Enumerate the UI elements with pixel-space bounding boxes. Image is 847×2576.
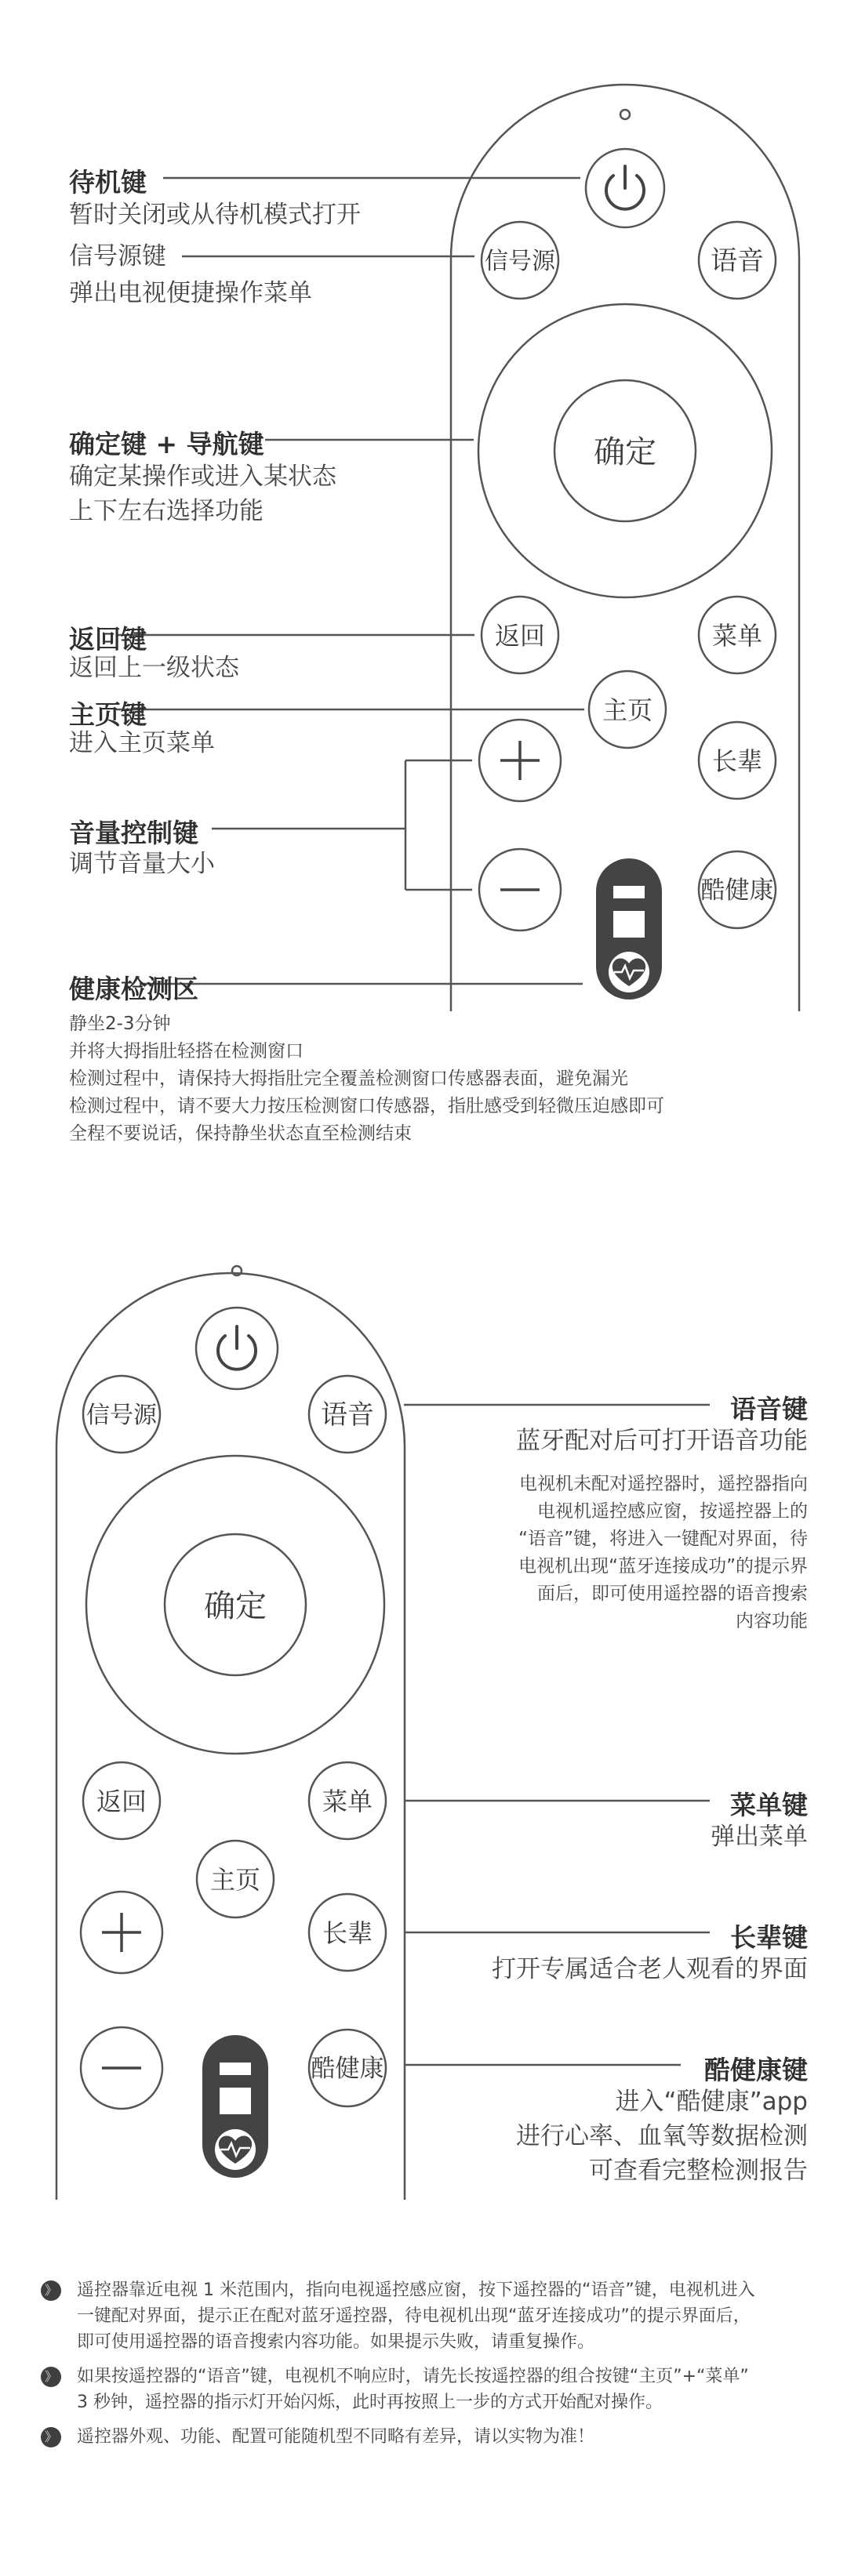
home-desc: 进入主页菜单 [69, 729, 215, 757]
top-health-button[interactable] [699, 851, 776, 928]
bottom-back-button[interactable] [83, 1762, 160, 1839]
back-title: 返回键 [69, 624, 147, 655]
top-menu-button[interactable] [699, 597, 776, 673]
bottom-source-button[interactable] [83, 1376, 160, 1453]
voice-line-4: 电视机出现“蓝牙连接成功”的提示界 [518, 1556, 808, 1576]
health-line-3: 检测过程中，请保持大拇指肚完全覆盖检测窗口传感器表面，避免漏光 [69, 1068, 628, 1089]
top-voice-button[interactable] [699, 222, 776, 299]
bottom-source-label: 信号源 [86, 1402, 157, 1429]
bottom-elder-label: 长辈 [322, 1918, 373, 1948]
top-back-button[interactable] [482, 597, 558, 673]
voice-line-2: 电视机遥控感应窗，按遥控器上的 [537, 1501, 808, 1522]
bottom-ok-label: 确定 [204, 1588, 267, 1624]
bottom-home-label: 主页 [209, 1865, 261, 1895]
back-desc: 返回上一级状态 [69, 654, 239, 682]
note-1-line-2: 一键配对界面，提示正在配对蓝牙遥控器，待电视机出现“蓝牙连接成功”的提示界面后， [77, 2306, 751, 2326]
home-title: 主页键 [69, 699, 147, 730]
health-line-1: 静坐2-3分钟 [69, 1014, 171, 1034]
note-1-line-1: 遥控器靠近电视 1 米范围内，指向电视遥控感应窗，按下遥控器的“语音”键，电视机进入 [77, 2280, 755, 2300]
top-home-label: 主页 [602, 695, 653, 725]
bottom-voice-label: 语音 [321, 1399, 374, 1431]
elder-title: 长辈键 [730, 1922, 808, 1953]
bullet-icon: 》 [41, 2280, 61, 2301]
note-3-line-1: 遥控器外观、功能、配置可能随机型不同略有差异，请以实物为准！ [77, 2427, 595, 2447]
top-home-button[interactable] [589, 671, 666, 748]
note-1 [41, 2277, 817, 2355]
bottom-health-button[interactable] [309, 2030, 386, 2106]
menu-desc: 弹出菜单 [711, 1823, 808, 1851]
note-2 [41, 2364, 817, 2415]
bottom-elder-button[interactable] [309, 1894, 386, 1971]
voice-line-6: 内容功能 [736, 1611, 808, 1631]
note-2-line-1: 如果按遥控器的“语音”键，电视机不响应时，请先长按遥控器的组合按键“主页”+“菜单” [77, 2367, 749, 2386]
top-back-label: 返回 [494, 621, 546, 651]
note-1-line-3: 即可使用遥控器的语音搜索内容功能。如果提示失败，请重复操作。 [77, 2332, 595, 2352]
source-desc: 弹出电视便捷操作菜单 [69, 279, 312, 307]
health-title: 健康检测区 [69, 974, 198, 1004]
health-line-5: 全程不要说话，保持静坐状态直至检测结束 [69, 1123, 412, 1144]
top-health-sensor[interactable] [596, 858, 662, 1000]
nav-desc-1: 确定某操作或进入某状态 [69, 463, 336, 491]
top-health-label: 酷健康 [700, 876, 774, 905]
bullet-icon: 》 [41, 2367, 61, 2387]
bottom-ok-button[interactable] [165, 1534, 306, 1675]
bottom-menu-button[interactable] [309, 1762, 386, 1839]
bottom-home-button[interactable] [197, 1841, 274, 1917]
bottom-voice-button[interactable] [309, 1376, 386, 1453]
voice-line-3: “语音”键，将进入一键配对界面，待 [518, 1529, 808, 1549]
nav-title: 确定键 + 导航键 [69, 429, 264, 459]
source-title: 信号源键 [69, 242, 166, 270]
top-menu-label: 菜单 [711, 621, 763, 651]
top-voice-label: 语音 [711, 245, 764, 277]
top-ok-button[interactable] [554, 380, 696, 521]
health-line-4: 检测过程中，请不要大力按压检测窗口传感器，指肚感受到轻微压迫感即可 [69, 1096, 664, 1116]
health-key-line-1: 进入“酷健康”app [615, 2088, 808, 2116]
bottom-volume-down-button[interactable] [81, 2027, 162, 2109]
top-elder-label: 长辈 [711, 746, 763, 776]
standby-title: 待机键 [69, 167, 147, 198]
top-source-button[interactable] [482, 222, 558, 299]
elder-desc: 打开专属适合老人观看的界面 [492, 1955, 808, 1983]
voice-title: 语音键 [730, 1394, 808, 1424]
voice-line-5: 面后，即可使用遥控器的语音搜索 [537, 1584, 808, 1604]
standby-desc: 暂时关闭或从待机模式打开 [69, 201, 361, 229]
top-ok-label: 确定 [594, 434, 656, 470]
bottom-menu-label: 菜单 [322, 1787, 373, 1816]
top-power-button[interactable] [586, 149, 664, 227]
health-key-line-3: 可查看完整检测报告 [589, 2157, 808, 2185]
top-volume-down-button[interactable] [479, 849, 561, 931]
health-key-line-2: 进行心率、血氧等数据检测 [516, 2122, 808, 2150]
note-2-line-2: 3 秒钟，遥控器的指示灯开始闪烁，此时再按照上一步的方式开始配对操作。 [77, 2393, 663, 2412]
top-volume-up-button[interactable] [479, 720, 561, 801]
health-line-2: 并将大拇指肚轻搭在检测窗口 [69, 1041, 304, 1061]
top-source-label: 信号源 [485, 248, 555, 275]
bullet-icon: 》 [41, 2427, 61, 2447]
bottom-health-label: 酷健康 [311, 2055, 384, 2083]
bottom-volume-up-button[interactable] [81, 1892, 162, 1973]
top-indicator-light [620, 110, 630, 119]
bottom-back-label: 返回 [96, 1787, 147, 1816]
bottom-power-button[interactable] [196, 1308, 278, 1389]
top-elder-button[interactable] [699, 722, 776, 799]
health-key-title: 酷健康键 [704, 2055, 808, 2085]
voice-desc: 蓝牙配对后可打开语音功能 [516, 1427, 808, 1455]
menu-title: 菜单键 [730, 1790, 808, 1820]
volume-desc: 调节音量大小 [69, 850, 215, 878]
volume-title: 音量控制键 [69, 818, 198, 848]
bottom-health-sensor[interactable] [202, 2035, 268, 2178]
voice-line-1: 电视机未配对遥控器时，遥控器指向 [519, 1474, 808, 1494]
note-3 [41, 2424, 817, 2450]
nav-desc-2: 上下左右选择功能 [69, 497, 264, 525]
